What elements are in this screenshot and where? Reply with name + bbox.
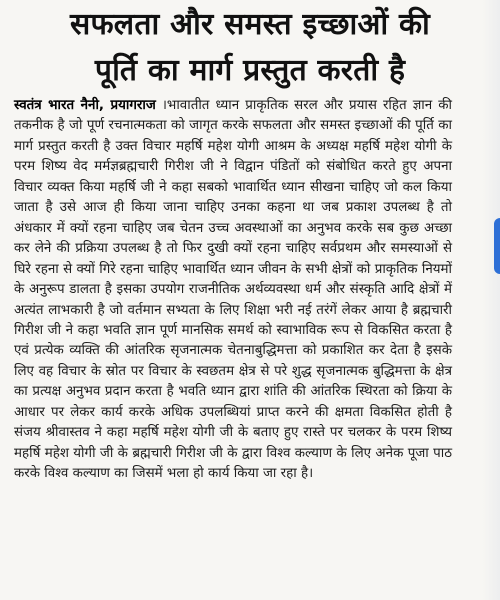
headline-line-1: सफलता और समस्त इच्छाओं की <box>70 7 430 42</box>
dateline: स्वतंत्र भारत नैनी, प्रयागराज <box>14 98 156 113</box>
dateline-separator: । <box>161 98 167 113</box>
headline-line-2: पूर्ति का मार्ग प्रस्तुत करती है <box>94 53 406 88</box>
article-body <box>14 96 452 485</box>
article-text: भावातीत ध्यान प्राकृतिक सरल और प्रयास रहित ज्ञान की तकनीक है जो पूर्ण रचनात्मकता को जागृत करके सफलता और समस्त इच्छाओं की पूर्ति का मार्ग प्रस्तुत करती है उक्त विचार महर्षि महेश योगी आश्रम के अध्यक्ष महर्षि महेश योगी के परम शिष्य वेद मर्मज्ञब्रह्मचारी गिरीश जी ने विद्वान पंडितों को संबोधित करते हुए अपना विचार व्यक्त किया महर्षि जी ने कहा सबको भावार्थित ध्यान सीखना चाहिए जो कल किया जाता है उसे आज ही किया जाना चाहिए उनका कहना था जब प्रकाश उपलब्ध है तो अंधकार में क्यों रहना चाहिए जब चेतन उच्च अवस्थाओं का अनुभव करके सब कुछ अच्छा कर लेने की प्रक्रिया उपलब्ध है तो फिर दुखी क्यों रहना चाहिए सर्वप्रथम और समस्याओं से घिरे रहना से क्यों गिरे रहना चाहिए भावार्थित ध्यान जीवन के सभी क्षेत्रों को प्राकृतिक नियमों के अनुरूप डालता है इसका उपयोग राजनीतिक अर्थव्यवस्था धर्म और संस्कृति आदि क्षेत्रों में अत्यंत लाभकारी है जो वर्तमान सभ्यता के लिए शिक्षा भरी नई तरंगें लेकर आया है ब्रह्मचारी गिरीश जी ने कहा भवति ज्ञान पूर्ण मानसिक समर्थ को स्वाभाविक रूप से विकसित करता है एवं प्रत्येक व्यक्ति की आंतरिक सृजनात्मक चेतनाबुद्धिमत्ता को प्रकाशित कर देता है इसके लिए वह विचार के स्रोत पर विचार के स्वछतम क्षेत्र से परे शुद्ध सृजनात्मक बुद्धिमत्ता के क्षेत्र का प्रत्यक्ष अनुभव प्रदान करता है भवति ध्यान द्वारा शांति की आंतरिक स्थिरता को क्रिया के आधार पर लेकर कार्य करके अधिक उपलब्धियां प्राप्त करने की क्षमता विकसित होती है संजय श्रीवास्तव ने कहा महर्षि महेश योगी जी के बताए हुए रास्ते पर चलकर के परम शिष्य महर्षि महेश योगी जी के ब्रह्मचारी गिरीश जी के द्वारा विश्व कल्याण के लिए अनेक पूजा पाठ करके विश्व कल्याण का जिसमें भला हो कार्य किया जा रहा है। <box>14 98 452 482</box>
page-edge-shadow <box>482 0 500 600</box>
scroll-position-marker[interactable] <box>494 218 500 274</box>
